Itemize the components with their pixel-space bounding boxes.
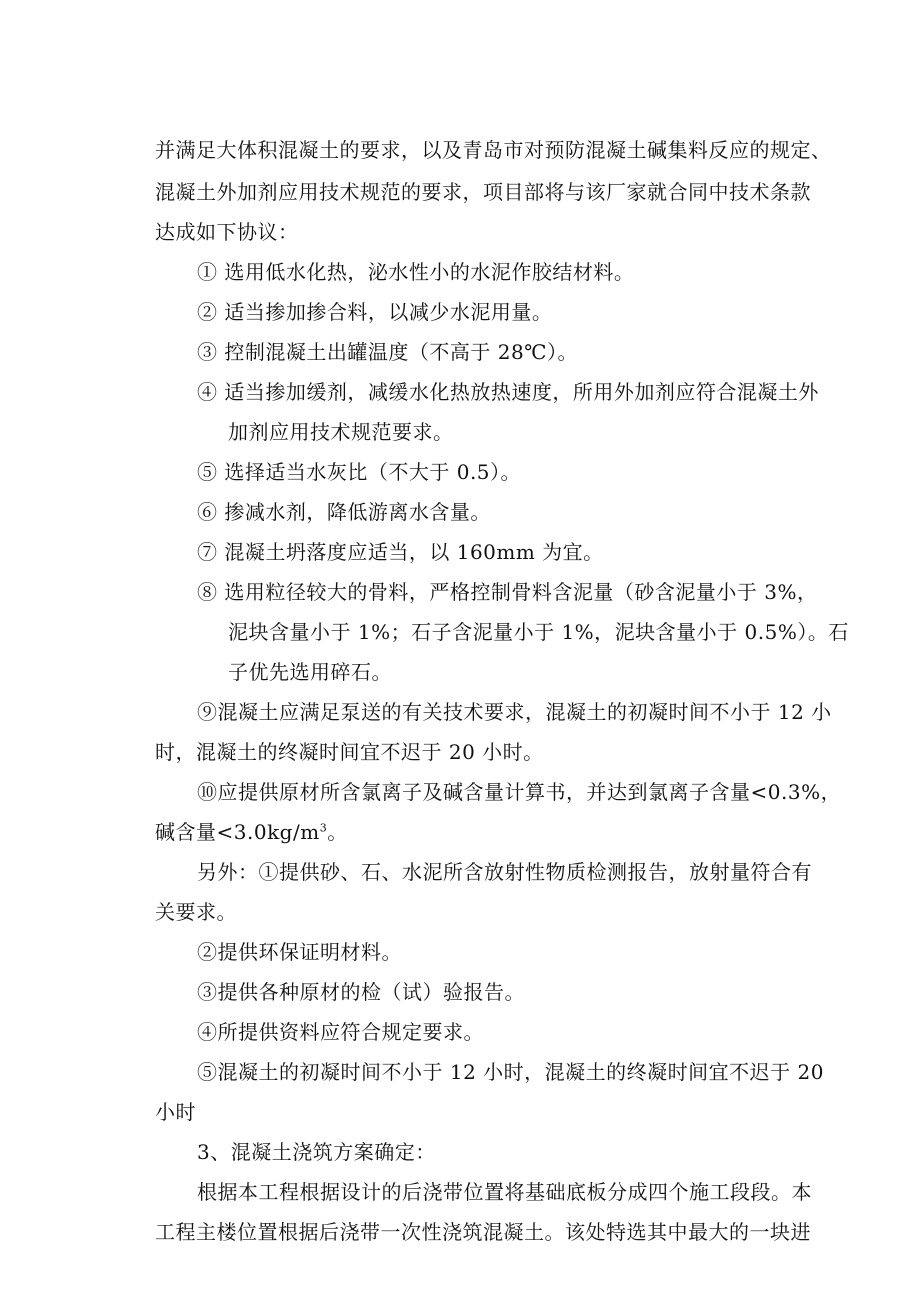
- list-item: ⑧ 选用粒径较大的骨料，严格控制骨料含泥量（砂含泥量小于 3%，: [197, 580, 818, 604]
- list-item: ⑥ 掺减水剂，降低游离水含量。: [197, 500, 491, 524]
- list-item: ⑤ 选择适当水灰比（不大于 0.5）。: [197, 460, 522, 484]
- list-item: ② 适当掺加掺合料，以减少水泥用量。: [197, 300, 553, 324]
- list-item: ③提供各种原材的检（试）验报告。: [197, 980, 525, 1004]
- text-line: 工程主楼位置根据后浇带一次性浇筑混凝土。该处特选其中最大的一块进: [155, 1220, 811, 1244]
- text-line: 并满足大体积混凝土的要求，以及青岛市对预防混凝土碱集料反应的规定、: [155, 138, 832, 162]
- list-item: ③ 控制混凝土出罐温度（不高于 28℃）。: [197, 340, 579, 364]
- list-item: ⑩应提供原材所含氯离子及碱含量计算书，并达到氯离子含量<0.3%，: [197, 780, 842, 804]
- text-line: [155, 820, 348, 844]
- list-item: ① 选用低水化热，泌水性小的水泥作胶结材料。: [197, 260, 635, 284]
- text-line: 达成如下协议：: [155, 220, 299, 244]
- list-item: ⑤混凝土的初凝时间不小于 12 小时，混凝土的终凝时间宜不迟于 20: [197, 1060, 824, 1084]
- list-item: ②提供环保证明材料。: [197, 940, 402, 964]
- list-item: ⑨混凝土应满足泵送的有关技术要求，混凝土的初凝时间不小于 12 小: [197, 700, 832, 724]
- text-line: 混凝土外加剂应用技术规范的要求，项目部将与该厂家就合同中技术条款: [155, 180, 811, 204]
- paragraph-start: 根据本工程根据设计的后浇带位置将基础底板分成四个施工段段。本: [197, 1180, 812, 1204]
- list-item-continuation: 泥块含量小于 1%；石子含泥量小于 1%，泥块含量小于 0.5%）。石: [228, 620, 849, 644]
- text-line: 时，混凝土的终凝时间宜不迟于 20 小时。: [155, 740, 544, 764]
- section-heading: 3、混凝土浇筑方案确定：: [197, 1140, 436, 1164]
- list-item: ④ 适当掺加缓剂，减缓水化热放热速度，所用外加剂应符合混凝土外: [197, 380, 819, 404]
- list-item-continuation: 加剂应用技术规范要求。: [228, 420, 454, 444]
- sentence-end-mark: 。: [327, 820, 348, 844]
- list-item: ④所提供资料应符合规定要求。: [197, 1020, 484, 1044]
- text-line: 关要求。: [155, 900, 237, 924]
- list-item: ⑦ 混凝土坍落度应适当，以 160mm 为宜。: [197, 540, 604, 564]
- alkali-content-text: 碱含量<3.0kg/m: [155, 820, 320, 844]
- paragraph-start: 另外：①提供砂、石、水泥所含放射性物质检测报告，放射量符合有: [197, 860, 812, 884]
- text-line: 小时: [155, 1100, 196, 1124]
- list-item-continuation: 子优先选用碎石。: [228, 660, 392, 684]
- superscript-three: 3: [319, 821, 328, 835]
